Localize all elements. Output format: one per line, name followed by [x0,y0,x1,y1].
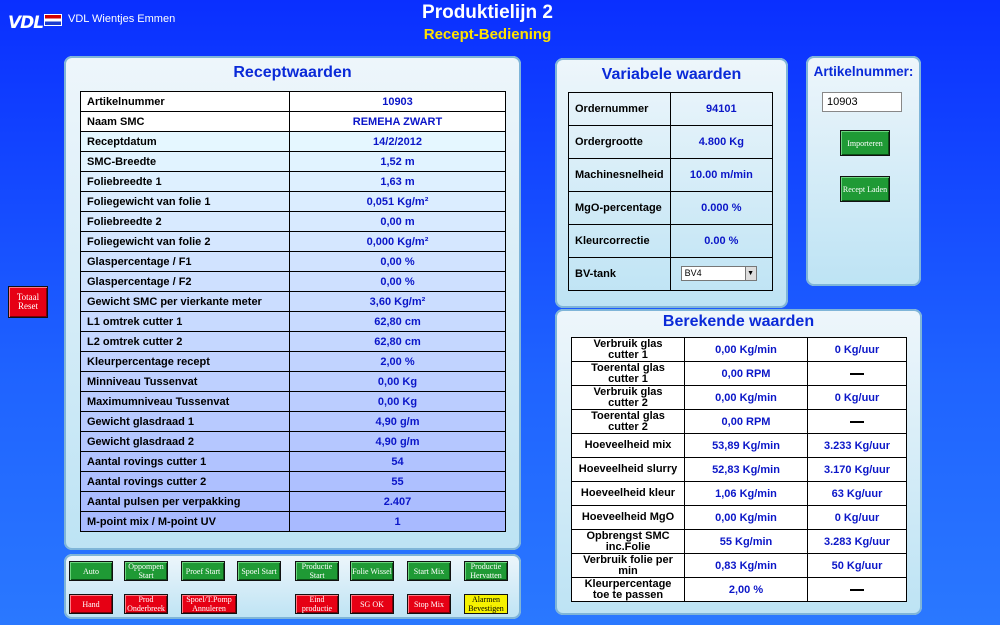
berekend-label: Opbrengst SMC inc.Folie [572,530,685,554]
berekend-row [572,434,907,458]
bv-tank-select[interactable] [681,266,757,281]
company-name: VDL Wientjes Emmen [68,13,176,25]
button-top-8[interactable]: Productie Hervatten [464,561,508,581]
button-bottom-1[interactable]: Hand [69,594,113,614]
button-top-1[interactable]: Auto [69,561,113,581]
recept-row [81,92,506,112]
receptwaarden-title: Receptwaarden [233,64,352,81]
variabel-value: 4.800 Kg [670,126,772,159]
recept-value: 2.407 [290,492,506,512]
recept-value: 54 [290,452,506,472]
recept-label: Naam SMC [81,112,290,132]
berekende-waarden-table [571,337,907,602]
dash-icon [850,589,864,591]
dash-icon [850,421,864,423]
recept-row [81,152,506,172]
variabel-row [569,192,773,225]
berekend-row [572,362,907,386]
variabel-row [569,126,773,159]
button-bottom-3[interactable]: Spoel/T.Pomp Annuleren [181,594,237,614]
variabele-waarden-panel [555,58,788,308]
recept-label: Gewicht glasdraad 1 [81,412,290,432]
recept-value: 10903 [290,92,506,112]
recept-row [81,332,506,352]
berekend-row [572,506,907,530]
berekend-value-uur: 0 Kg/uur [808,506,907,530]
button-top-5[interactable]: Productie Start [295,561,339,581]
berekend-row [572,482,907,506]
recept-label: Aantal pulsen per verpakking [81,492,290,512]
recept-label: Glaspercentage / F2 [81,272,290,292]
recept-row [81,452,506,472]
berekende-waarden-title: Berekende waarden [662,313,815,330]
berekend-label: Kleurpercentage toe te passen [572,578,685,602]
bv-tank-row [569,258,773,291]
recept-label: Gewicht SMC per vierkante meter [81,292,290,312]
variabel-label: Ordernummer [569,93,671,126]
variabel-label: MgO-percentage [569,192,671,225]
berekend-value-uur: 63 Kg/uur [808,482,907,506]
receptwaarden-panel [64,56,521,550]
berekend-value-min: 0,00 Kg/min [685,386,808,410]
bv-tank-label: BV-tank [569,258,671,291]
recept-label: Foliegewicht van folie 2 [81,232,290,252]
recept-label: Aantal rovings cutter 1 [81,452,290,472]
variabel-label: Machinesnelheid [569,159,671,192]
page-subtitle: Recept-Bediening [423,26,552,43]
recept-value: 4,90 g/m [290,432,506,452]
recept-label: Foliebreedte 1 [81,172,290,192]
button-bottom-5[interactable]: SG OK [350,594,394,614]
variabel-label: Ordergrootte [569,126,671,159]
chevron-down-icon[interactable]: ▼ [745,267,756,280]
recept-row [81,512,506,532]
totaal-reset-button[interactable]: Totaal Reset [8,286,48,318]
berekend-value-uur [808,410,907,434]
variabel-value: 10.00 m/min [670,159,772,192]
button-top-2[interactable]: Oppompen Start [124,561,168,581]
berekend-value-min: 55 Kg/min [685,530,808,554]
recept-value: 1 [290,512,506,532]
variabele-waarden-table [568,92,773,291]
berekend-row [572,410,907,434]
berekend-label: Hoeveelheid MgO [572,506,685,530]
berekend-value-uur: 0 Kg/uur [808,338,907,362]
berekend-value-uur: 0 Kg/uur [808,386,907,410]
recept-label: Maximumniveau Tussenvat [81,392,290,412]
recept-row [81,312,506,332]
recept-label: SMC-Breedte [81,152,290,172]
berekend-label: Toerental glas cutter 2 [572,410,685,434]
recept-row [81,172,506,192]
recept-label: L2 omtrek cutter 2 [81,332,290,352]
recept-label: M-point mix / M-point UV [81,512,290,532]
recept-row [81,352,506,372]
variabel-row [569,93,773,126]
bv-tank-cell [670,258,772,291]
berekend-value-min: 0,00 Kg/min [685,506,808,530]
recept-row [81,292,506,312]
berekend-value-min: 0,00 Kg/min [685,338,808,362]
berekend-value-min: 53,89 Kg/min [685,434,808,458]
recept-row [81,232,506,252]
berekend-row [572,554,907,578]
recept-label: L1 omtrek cutter 1 [81,312,290,332]
recept-value: 0,00 % [290,252,506,272]
button-bottom-7[interactable]: Alarmen Bevestigen [464,594,508,614]
recept-row [81,252,506,272]
berekend-label: Hoeveelheid kleur [572,482,685,506]
recept-value: REMEHA ZWART [290,112,506,132]
button-top-4[interactable]: Spoel Start [237,561,281,581]
berekend-value-uur: 3.283 Kg/uur [808,530,907,554]
recept-value: 1,63 m [290,172,506,192]
berekend-value-min: 1,06 Kg/min [685,482,808,506]
recept-label: Artikelnummer [81,92,290,112]
berekend-value-min: 52,83 Kg/min [685,458,808,482]
berekend-value-min: 0,00 RPM [685,410,808,434]
berekend-row [572,578,907,602]
variabel-value: 0.00 % [670,225,772,258]
recept-value: 0,00 Kg [290,372,506,392]
variabel-row [569,159,773,192]
recept-label: Glaspercentage / F1 [81,252,290,272]
button-top-6[interactable]: Folie Wissel [350,561,394,581]
artikelnummer-title: Artikelnummer: [813,64,914,79]
recept-row [81,492,506,512]
button-top-7[interactable]: Start Mix [407,561,451,581]
berekend-row [572,338,907,362]
berekend-label: Verbruik folie per min [572,554,685,578]
variabele-waarden-title: Variabele waarden [601,66,742,83]
recept-row [81,212,506,232]
recept-value: 55 [290,472,506,492]
recept-row [81,472,506,492]
importeren-button[interactable]: Importeren [840,130,890,156]
recept-label: Kleurpercentage recept [81,352,290,372]
recept-label: Aantal rovings cutter 2 [81,472,290,492]
variabel-label: Kleurcorrectie [569,225,671,258]
recept-value: 1,52 m [290,152,506,172]
berekend-row [572,530,907,554]
button-bottom-2[interactable]: Prod Onderbreek [124,594,168,614]
variabel-value: 0.000 % [670,192,772,225]
berekend-value-min: 0,83 Kg/min [685,554,808,578]
recept-value: 3,60 Kg/m² [290,292,506,312]
recept-row [81,132,506,152]
recept-row [81,272,506,292]
berekend-value-uur [808,578,907,602]
recept-value: 0,00 Kg [290,392,506,412]
berekend-value-min: 2,00 % [685,578,808,602]
recept-label: Minniveau Tussenvat [81,372,290,392]
recept-row [81,192,506,212]
variabel-value: 94101 [670,93,772,126]
berekend-label: Toerental glas cutter 1 [572,362,685,386]
receptwaarden-table [80,91,506,532]
berekend-value-min: 0,00 RPM [685,362,808,386]
recept-value: 0,00 m [290,212,506,232]
recept-row [81,112,506,132]
berekend-row [572,386,907,410]
berekend-row [572,458,907,482]
recept-label: Receptdatum [81,132,290,152]
berekend-label: Hoeveelheid mix [572,434,685,458]
page-title: Produktielijn 2 [422,2,553,23]
recept-row [81,412,506,432]
button-bottom-4[interactable]: Eind productie [295,594,339,614]
recept-label: Foliegewicht van folie 1 [81,192,290,212]
recept-label: Foliebreedte 2 [81,212,290,232]
recept-label: Gewicht glasdraad 2 [81,432,290,452]
berekend-value-uur: 3.233 Kg/uur [808,434,907,458]
berekend-value-uur: 3.170 Kg/uur [808,458,907,482]
recept-value: 0,051 Kg/m² [290,192,506,212]
recept-row [81,432,506,452]
button-top-3[interactable]: Proef Start [181,561,225,581]
recept-row [81,372,506,392]
recept-value: 4,90 g/m [290,412,506,432]
variabel-row [569,225,773,258]
recept-laden-button[interactable]: Recept Laden [840,176,890,202]
berekend-label: Verbruik glas cutter 2 [572,386,685,410]
bv-tank-value: BV4 [684,268,702,278]
recept-value: 62,80 cm [290,312,506,332]
recept-value: 62,80 cm [290,332,506,352]
recept-value: 14/2/2012 [290,132,506,152]
recept-row [81,392,506,412]
berekend-label: Hoeveelheid slurry [572,458,685,482]
berekend-label: Verbruik glas cutter 1 [572,338,685,362]
berekend-value-uur: 50 Kg/uur [808,554,907,578]
logo-text: VDL [8,13,44,33]
dash-icon [850,373,864,375]
berekende-waarden-panel [555,309,922,615]
artikelnummer-panel [806,56,921,286]
button-bar [64,554,521,619]
recept-value: 0,00 % [290,272,506,292]
artikelnummer-input[interactable]: 10903 [822,92,902,112]
button-bottom-6[interactable]: Stop Mix [407,594,451,614]
recept-value: 0,000 Kg/m² [290,232,506,252]
berekend-value-uur [808,362,907,386]
recept-value: 2,00 % [290,352,506,372]
